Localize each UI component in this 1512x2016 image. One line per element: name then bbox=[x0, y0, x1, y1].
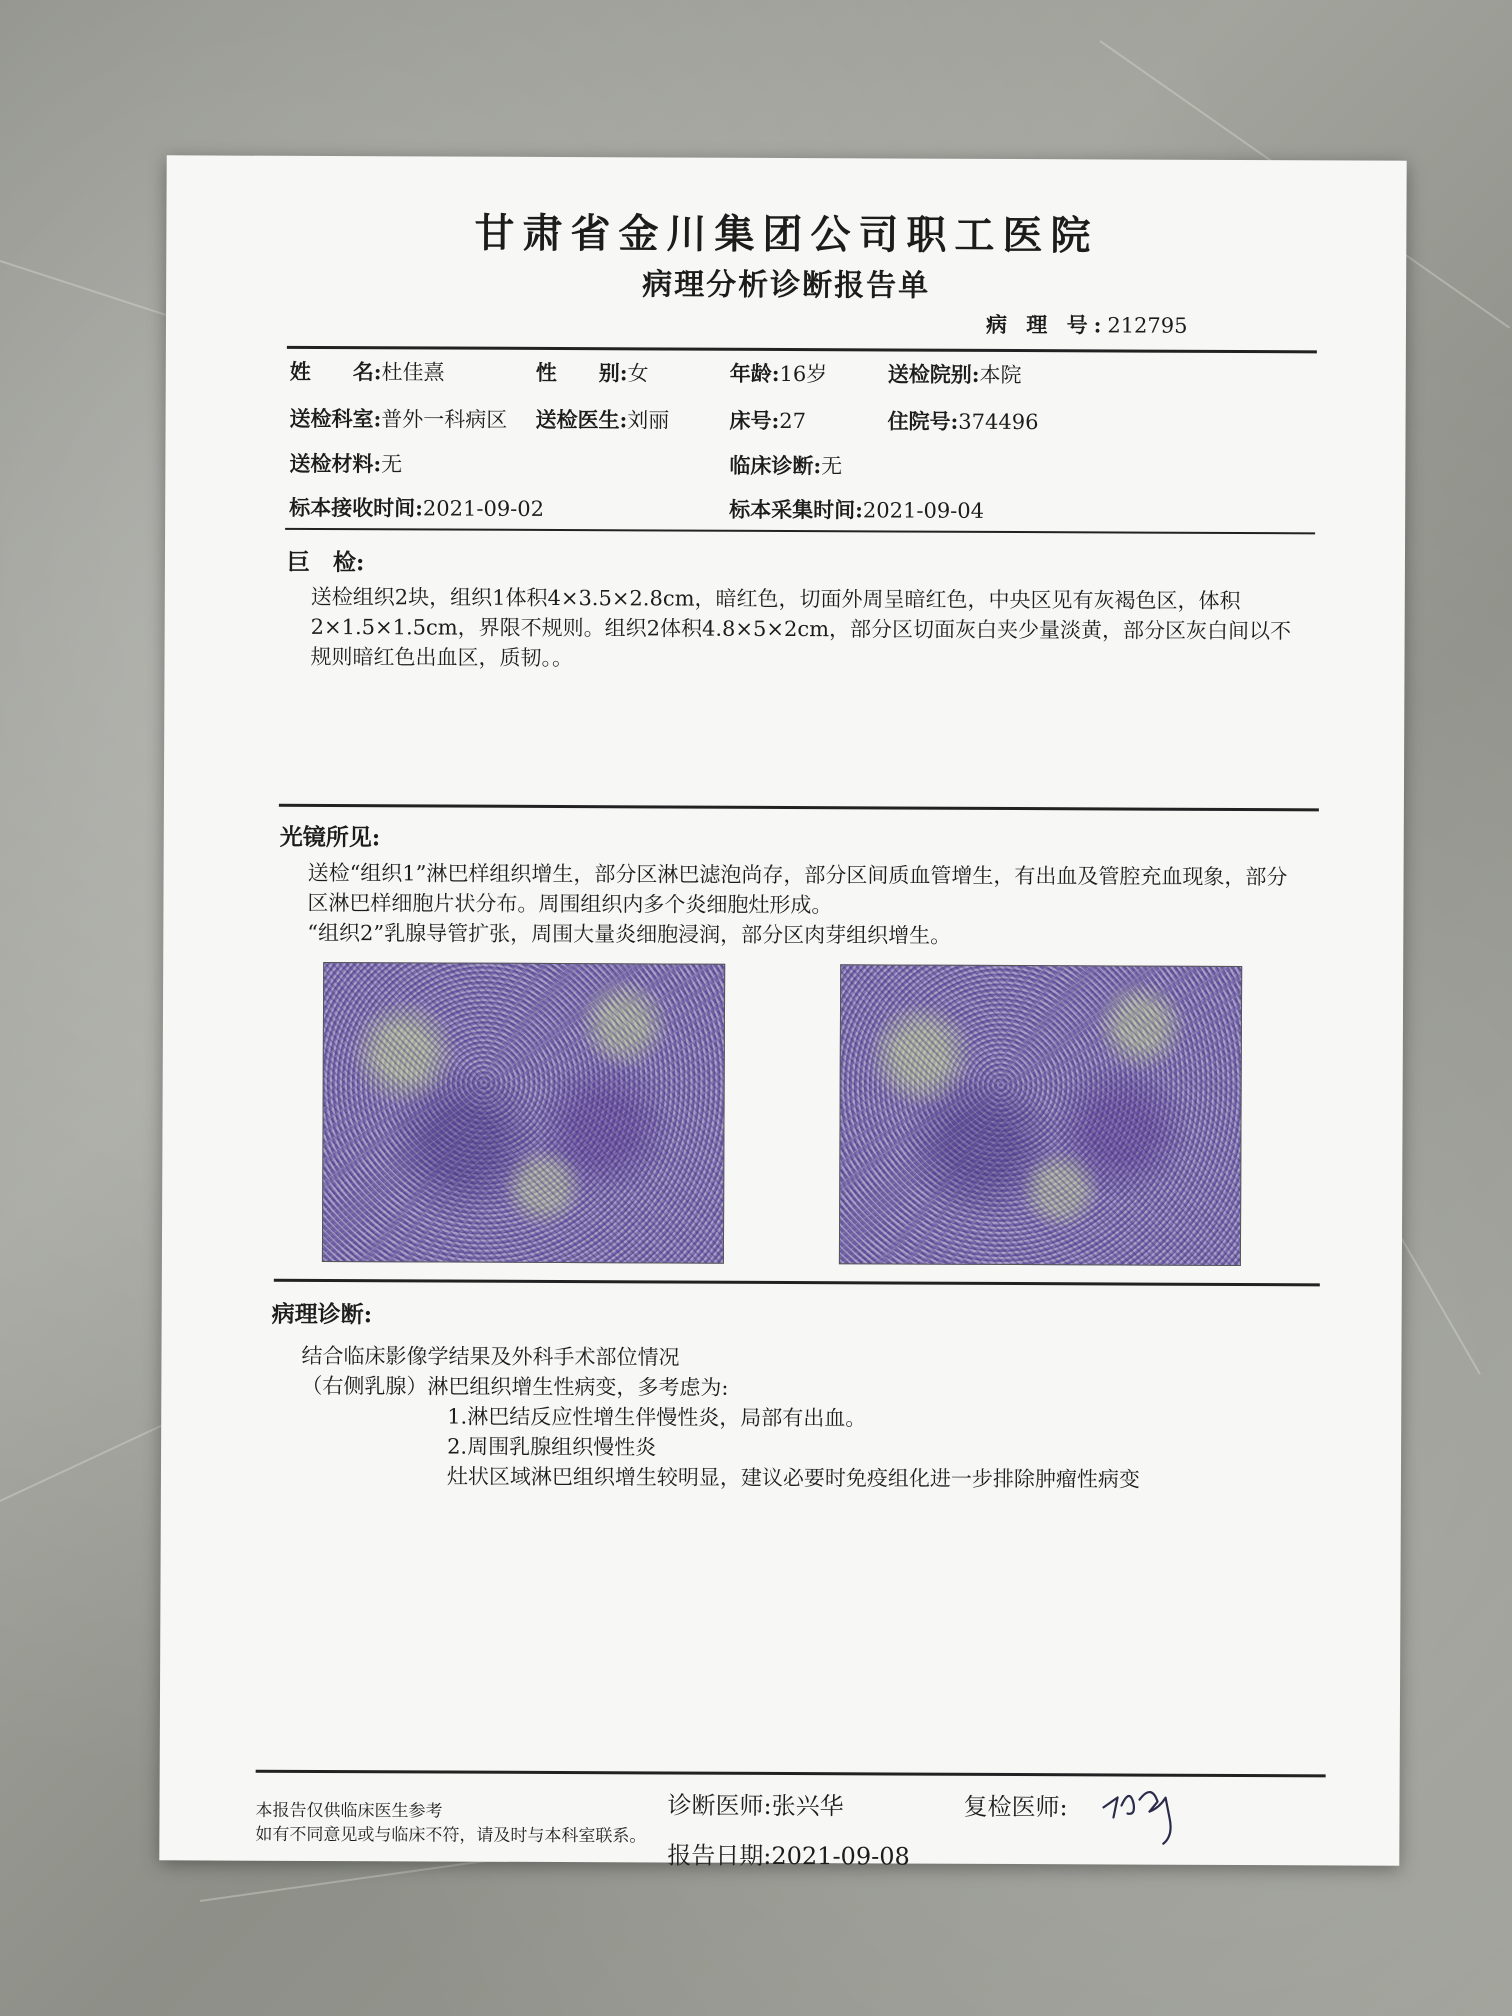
field-collected bbox=[729, 494, 984, 525]
diagnosis-line-5: 灶状区域淋巴组织增生较明显，建议必要时免疫组化进一步排除肿瘤性病变 bbox=[446, 1464, 1141, 1492]
bed-value: 27 bbox=[779, 408, 807, 434]
micrograph-tissue-2 bbox=[839, 964, 1242, 1266]
gross-title: 巨 检: bbox=[286, 548, 365, 577]
field-bed bbox=[730, 405, 807, 435]
info-rule bbox=[285, 528, 1315, 534]
field-doctor bbox=[536, 404, 670, 435]
report-date bbox=[667, 1836, 910, 1872]
name-value: 杜佳熹 bbox=[381, 360, 445, 385]
micrograph-tissue-1 bbox=[322, 962, 725, 1264]
diagnosis-line-2: （右侧乳腺）淋巴组织增生性病变，多考虑为: bbox=[301, 1373, 729, 1400]
diagnosis-doctor bbox=[667, 1786, 843, 1822]
diagnosis-doctor-value: 张兴华 bbox=[771, 1791, 844, 1821]
clinical-dx-value: 无 bbox=[821, 454, 843, 479]
doctor-value: 刘丽 bbox=[627, 408, 670, 433]
collected-label: 标本采集时间: bbox=[729, 496, 864, 523]
field-clinical-dx bbox=[729, 450, 842, 480]
footer-note-2: 如有不同意见或与临床不符，请及时与本科室联系。 bbox=[255, 1824, 647, 1847]
field-dept bbox=[290, 403, 508, 434]
hospital-label: 送检院别: bbox=[887, 361, 980, 387]
material-value: 无 bbox=[381, 452, 403, 477]
material-label: 送检材料: bbox=[289, 450, 382, 477]
field-hospital bbox=[888, 358, 1022, 389]
field-name bbox=[290, 356, 445, 387]
field-sex bbox=[536, 357, 649, 387]
microscopic-text-2: “组织2”乳腺导管扩张，周围大量炎细胞浸润，部分区肉芽组织增生。 bbox=[307, 920, 952, 948]
microscopic-title: 光镜所见: bbox=[279, 823, 381, 852]
collected-value: 2021-09-04 bbox=[862, 498, 985, 523]
pathology-number-value: 212795 bbox=[1107, 313, 1188, 338]
age-value: 16岁 bbox=[779, 361, 828, 387]
field-inpatient bbox=[888, 405, 1039, 436]
microscopic-text-1: 送检“组织1”淋巴样组织增生，部分区淋巴滤泡尚存，部分区间质血管增生，有出血及管腔充血现象，部分区淋巴样细胞片状分布。周围组织内多个炎细胞灶形成。 bbox=[307, 860, 1288, 918]
field-age bbox=[730, 358, 828, 388]
field-material bbox=[289, 448, 402, 478]
received-value: 2021-09-02 bbox=[422, 496, 545, 521]
report-date-value: 2021-09-08 bbox=[771, 1841, 910, 1871]
diagnosis-title: 病理诊断: bbox=[271, 1300, 373, 1329]
sex-label: 性 别: bbox=[535, 359, 628, 386]
received-label: 标本接收时间: bbox=[289, 494, 424, 521]
dept-value: 普外一科病区 bbox=[381, 407, 508, 432]
review-doctor bbox=[963, 1787, 1067, 1822]
footer-note-1: 本报告仅供临床医生参考 bbox=[255, 1800, 443, 1822]
diagnosis-line-3: 1.淋巴结反应性增生伴慢性炎，局部有出血。 bbox=[447, 1404, 867, 1431]
pathology-number bbox=[986, 309, 1188, 340]
bed-label: 床号: bbox=[729, 407, 780, 433]
review-signature bbox=[1099, 1777, 1189, 1849]
dept-label: 送检科室: bbox=[289, 405, 382, 432]
diagnosis-line-1: 结合临床影像学结果及外科手术部位情况 bbox=[301, 1343, 680, 1370]
hospital-value: 本院 bbox=[979, 362, 1022, 388]
field-received bbox=[289, 492, 544, 523]
sex-value: 女 bbox=[627, 361, 649, 386]
age-label: 年龄: bbox=[729, 360, 780, 386]
inpatient-label: 住院号: bbox=[887, 408, 959, 434]
microscopic-rule bbox=[274, 1279, 1320, 1287]
doctor-label: 送检医生: bbox=[535, 406, 628, 433]
report-title: 病理分析诊断报告单 bbox=[642, 267, 931, 304]
diagnosis-line-4: 2.周围乳腺组织慢性炎 bbox=[447, 1434, 657, 1460]
gross-rule bbox=[279, 804, 1319, 812]
review-doctor-label: 复检医师: bbox=[963, 1792, 1068, 1822]
report-paper bbox=[159, 155, 1406, 1871]
inpatient-value: 374496 bbox=[958, 409, 1039, 435]
footer-rule bbox=[256, 1770, 1326, 1778]
clinical-dx-label: 临床诊断: bbox=[729, 452, 822, 479]
diagnosis-doctor-label: 诊断医师: bbox=[667, 1791, 772, 1820]
report-date-label: 报告日期: bbox=[667, 1841, 772, 1870]
pathology-number-label: 病 理 号: bbox=[985, 311, 1108, 338]
name-label: 姓 名: bbox=[289, 358, 382, 385]
gross-text: 送检组织2块，组织1体积4×3.5×2.8cm，暗红色，切面外周呈暗红色，中央区见有灰褐色区，体积2×1.5×1.5cm，界限不规则。组织2体积4.8×5×2cm，部分区切面灰白夹少量淡黄，部分区灰白间以不规则暗红色出血区，质韧。。 bbox=[310, 584, 1292, 671]
header-rule bbox=[287, 346, 1317, 353]
hospital-name: 甘肃省金川集团公司职工医院 bbox=[474, 209, 1099, 260]
